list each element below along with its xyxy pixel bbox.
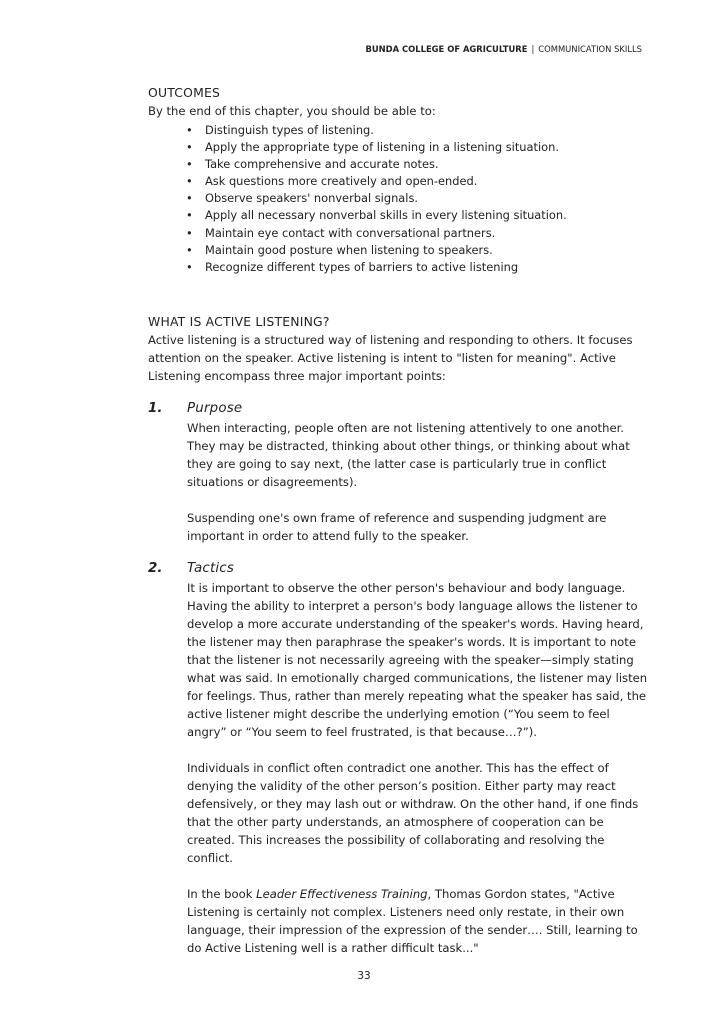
purpose-heading: [148, 399, 648, 419]
tactics-number: 2.: [148, 560, 163, 576]
bullet-icon: •: [186, 208, 193, 223]
list-item: [148, 242, 648, 259]
list-item-text: Ask questions more creatively and open-ended.: [205, 174, 478, 189]
list-item: [148, 173, 648, 190]
active-listening-heading: WHAT IS ACTIVE LISTENING?: [148, 313, 330, 329]
list-item-text: Distinguish types of listening.: [205, 123, 374, 137]
quote-text: , Thomas Gordon states, "Active Listening is certainly not complex. Listeners need only restate, in their own language, their impression of the expression of the sender…. Still, learning to do Active Listening well is a rather difficult task...": [187, 886, 638, 955]
outcomes-section: [148, 84, 648, 276]
tactics-heading: [148, 559, 648, 579]
outcomes-list: [148, 122, 648, 276]
page-content: [148, 84, 648, 957]
tactics-paragraph-1: It is important to observe the other person's behaviour and body language. Having the ability to interpret a person's body language allows the listener to develop a more accurate understanding of the speaker's words. Having heard, the listener may then paraphrase the speaker's words. It is important to note that the listener is not necessarily agreeing with the speaker—simply stating what was said. In emotionally charged communications, the listener may listen for feelings. Thus, rather than merely repeating what the speaker has said, the active listener might describe the underlying emotion (“You seem to feel angry” or “You seem to feel frustrated, is that because…?”).: [187, 580, 648, 739]
list-item: [148, 207, 648, 224]
list-item: [148, 156, 648, 173]
bullet-icon: •: [186, 123, 193, 137]
quote-lead-in: In the book: [187, 886, 257, 901]
header-course: COMMUNICATION SKILLS: [538, 44, 642, 54]
list-item-text: Observe speakers' nonverbal signals.: [205, 191, 418, 206]
bullet-icon: •: [186, 191, 193, 206]
list-item: [148, 139, 648, 156]
purpose-body: [187, 419, 648, 545]
running-header: [365, 44, 642, 54]
header-separator: |: [531, 44, 535, 54]
tactics-paragraph-3: [187, 885, 648, 957]
bullet-icon: •: [186, 225, 193, 240]
list-item-text: Maintain good posture when listening to speakers.: [205, 242, 493, 257]
page-number: 33: [357, 970, 371, 982]
tactics-paragraph-2: Individuals in conflict often contradict one another. This has the effect of denying the validity of the other person’s position. Either party may react defensively, or they may lash out or withdraw. On the other hand, if one finds that the other party understands, an atmosphere of cooperation can be created. This increases the possibility of collaborating and resolving the conflict.: [187, 760, 639, 865]
list-item: [148, 259, 648, 276]
purpose-paragraph-1: When interacting, people often are not listening attentively to one another. They may be distracted, thinking about other things, or thinking about what they are going to say next, (the latter case is particularly true in conflict situations or disagreements).: [187, 420, 630, 489]
list-item-text: Take comprehensive and accurate notes.: [205, 157, 439, 172]
tactics-title: Tactics: [187, 560, 235, 576]
bullet-icon: •: [186, 174, 193, 189]
list-item: [148, 190, 648, 207]
list-item-text: Recognize different types of barriers to active listening: [205, 259, 519, 274]
list-item: [148, 122, 648, 139]
purpose-number: 1.: [148, 400, 163, 416]
active-listening-section: [148, 313, 648, 957]
bullet-icon: •: [186, 140, 193, 155]
purpose-paragraph-2: Suspending one's own frame of reference and suspending judgment are important in order to attend fully to the speaker.: [187, 510, 607, 543]
list-item: [148, 225, 648, 242]
book-title: Leader Effectiveness Training: [256, 886, 428, 901]
bullet-icon: •: [186, 259, 193, 274]
outcomes-heading: OUTCOMES: [148, 85, 221, 100]
active-listening-intro: Active listening is a structured way of listening and responding to others. It focuses attention on the speaker. Active listening is intent to "listen for meaning". Active Listening encompass three major important points:: [148, 332, 633, 383]
bullet-icon: •: [186, 242, 193, 257]
list-item-text: Apply all necessary nonverbal skills in every listening situation.: [205, 208, 567, 223]
header-college: BUNDA COLLEGE OF AGRICULTURE: [365, 44, 528, 54]
list-item-text: Apply the appropriate type of listening in a listening situation.: [205, 140, 559, 155]
list-item-text: Maintain eye contact with conversational partners.: [205, 225, 496, 240]
tactics-body: [187, 579, 648, 957]
purpose-title: Purpose: [187, 400, 243, 416]
bullet-icon: •: [186, 157, 193, 172]
outcomes-intro: By the end of this chapter, you should be able to:: [148, 104, 436, 118]
